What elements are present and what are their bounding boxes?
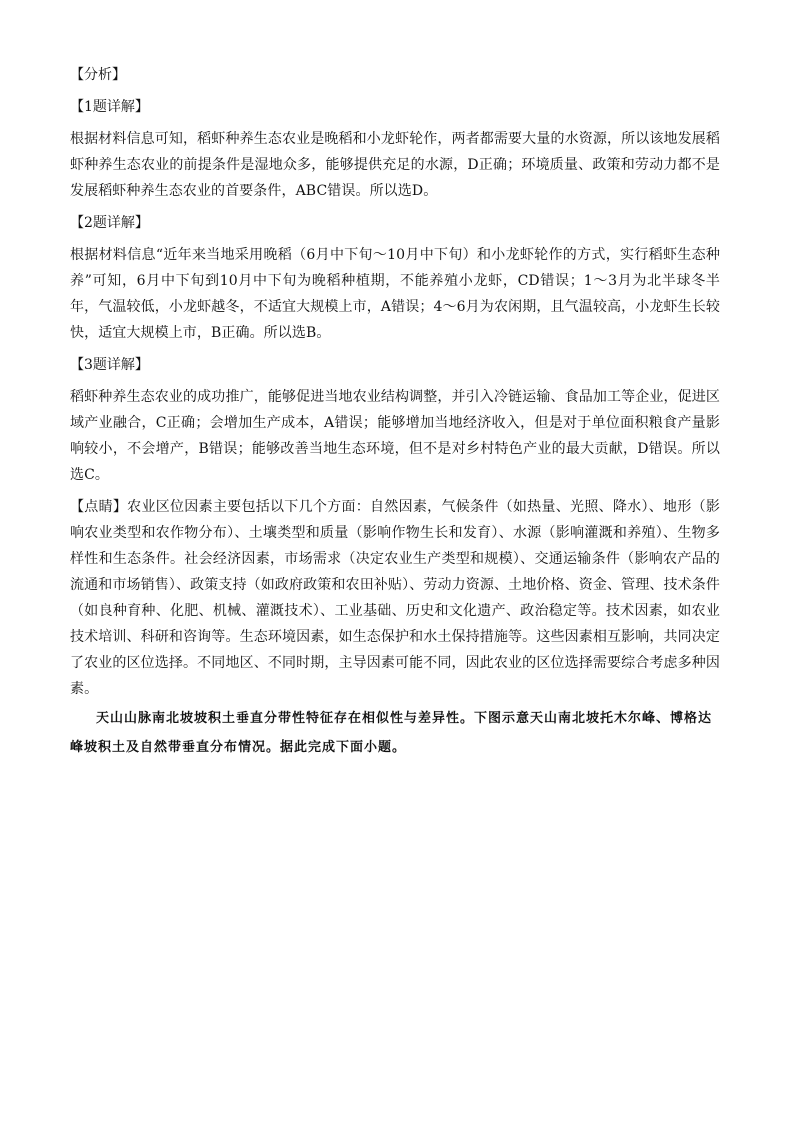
answer-content xyxy=(70,62,720,762)
tip-heading: 【点睛】 xyxy=(70,499,128,515)
analysis-heading: 【分析】 xyxy=(70,67,126,83)
q3-heading: 【3题详解】 xyxy=(70,357,149,373)
q1-heading: 【1题详解】 xyxy=(70,99,149,115)
q2-heading: 【2题详解】 xyxy=(70,215,149,231)
q2-explanation: 根据材料信息“近年来当地采用晚稻（6月中下旬～10月中下旬）和小龙虾轮作的方式，实行稻虾生态种养”可知，6月中下旬到10月中下旬为晚稻种植期，不能养殖小龙虾，CD错误；1～3月为北半球冬半年，气温较低，小龙虾越冬，不适宜大规模上市，A错误；4～6月为农闲期，且气温较高，小龙虾生长较快，适宜大规模上市，B正确。所以选B。 xyxy=(70,247,720,341)
tip-paragraph xyxy=(70,494,720,702)
tip-text: 农业区位因素主要包括以下几个方面：自然因素，气候条件（如热量、光照、降水）、地形（影响农业类型和农作物分布）、土壤类型和质量（影响作物生长和发育）、水源（影响灌溉和养殖）、生物多样性和生态条件。社会经济因素，市场需求（决定农业生产类型和规模）、交通运输条件（影响农产品的流通和市场销售）、政策支持（如政府政策和农田补贴）、劳动力资源、土地价格、资金、管理、技术条件（如良种育种、化肥、机械、灌溉技术）、工业基础、历史和文化遗产、政治稳定等。技术因素，如农业技术培训、科研和咨询等。生态环境因素，如生态保护和水土保持措施等。这些因素相互影响，共同决定了农业的区位选择。不同地区、不同时期，主导因素可能不同，因此农业的区位选择需要综合考虑多种因素。 xyxy=(70,499,720,697)
q3-explanation: 稻虾种养生态农业的成功推广，能够促进当地农业结构调整，并引入冷链运输、食品加工等企业，促进区域产业融合，C正确；会增加生产成本，A错误；能够增加当地经济收入，但是对于单位面积粮食产量影响较小，不会增产，B错误；能够改善当地生态环境，但不是对乡村特色产业的最大贡献，D错误。所以选C。 xyxy=(70,389,720,483)
q1-explanation: 根据材料信息可知，稻虾种养生态农业是晚稻和小龙虾轮作，两者都需要大量的水资源，所以该地发展稻虾种养生态农业的前提条件是湿地众多，能够提供充足的水源，D正确；环境质量、政策和劳动力都不是发展稻虾种养生态农业的首要条件，ABC错误。所以选D。 xyxy=(70,131,720,199)
next-question-intro: 天山山脉南北坡坡积土垂直分带性特征存在相似性与差异性。下图示意天山南北坡托木尔峰、博格达峰坡积土及自然带垂直分布情况。据此完成下面小题。 xyxy=(70,711,713,755)
